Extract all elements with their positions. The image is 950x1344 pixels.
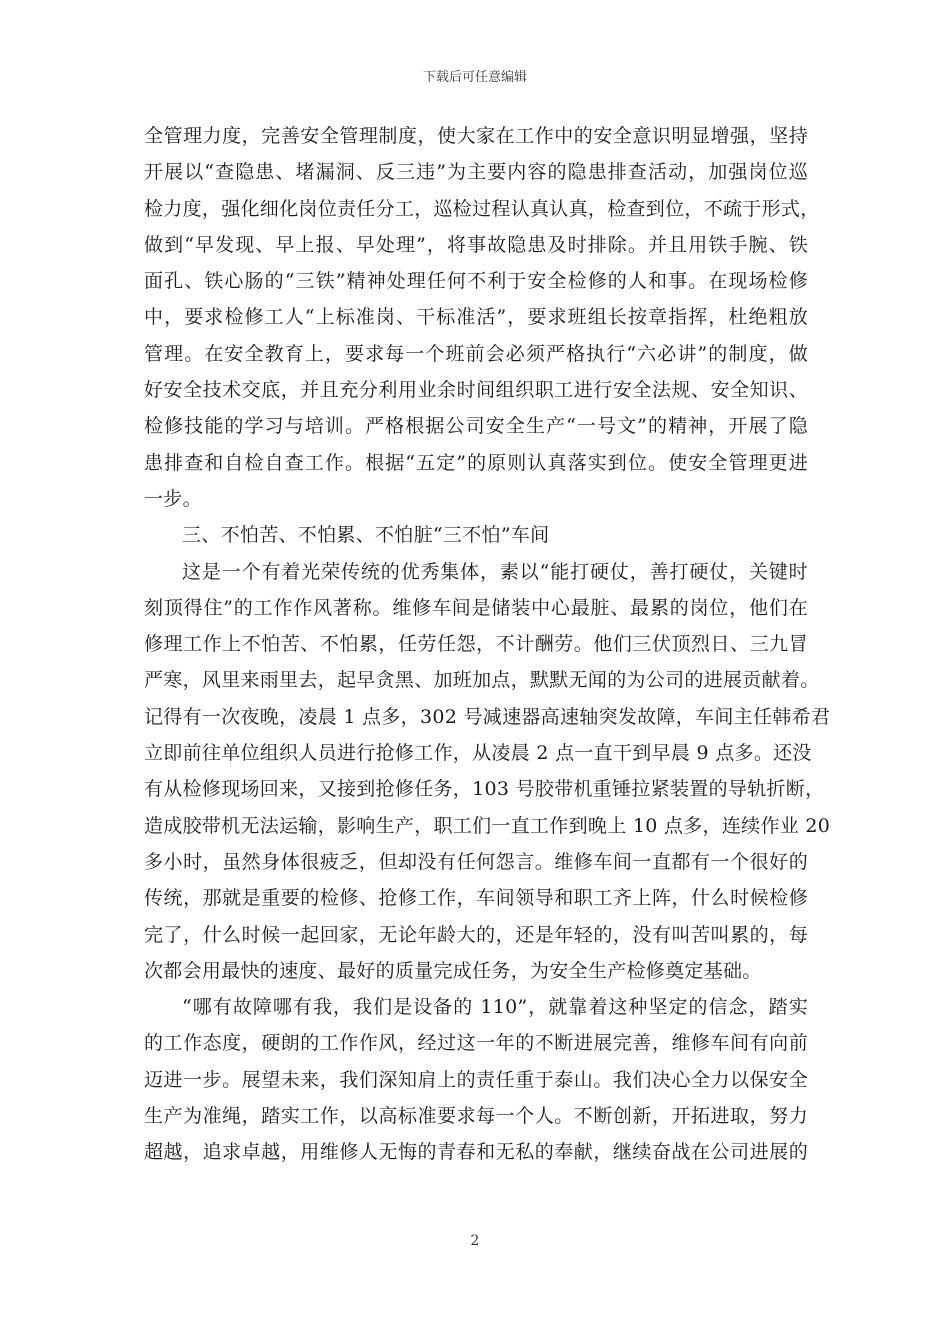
text-line: 完了，什么时候一起回家，无论年龄大的，还是年轻的，没有叫苦叫累的，每 <box>144 923 808 946</box>
text-line: 管理。在安全教育上，要求每一个班前会必须严格执行“六必讲”的制度，做 <box>144 342 808 365</box>
text-line: 做到“早发现、早上报、早处理”，将事故隐患及时排除。并且用铁手腕、铁 <box>144 233 808 256</box>
text-line: 超越，追求卓越，用维修人无悔的青春和无私的奉献，继续奋战在公司进展的 <box>144 1141 808 1164</box>
page-header: 下载后可任意编辑 <box>422 70 527 85</box>
text-line: 一步。 <box>144 487 202 510</box>
text-line: 多小时，虽然身体很疲乏，但却没有任何怨言。维修车间一直都有一个很好的 <box>144 850 808 873</box>
text-line: 刻顶得住”的工作作风著称。维修车间是储装中心最脏、最累的岗位，他们在 <box>144 596 808 619</box>
text-line: “哪有故障哪有我，我们是设备的 110”，就靠着这种坚定的信念，踏实 <box>182 996 808 1019</box>
text-line: 这是一个有着光荣传统的优秀集体，素以“能打硬仗，善打硬仗，关键时 <box>182 560 808 583</box>
text-line: 的工作态度，硬朗的工作作风，经过这一年的不断进展完善，维修车间有向前 <box>144 1032 808 1055</box>
text-line: 记得有一次夜晚，凌晨 1 点多，302 号减速器高速轴突发故障，车间主任韩希君 <box>144 705 831 728</box>
text-line: 面孔、铁心肠的“三铁”精神处理任何不利于安全检修的人和事。在现场检修 <box>144 270 808 293</box>
text-line: 有从检修现场回来，又接到抢修任务，103 号胶带机重锤拉紧装置的导轨折断， <box>144 778 825 801</box>
text-line: 三、不怕苦、不怕累、不怕脏“三不怕”车间 <box>182 524 550 547</box>
text-line: 检修技能的学习与培训。严格根据公司安全生产“一号文”的精神，开展了隐 <box>144 415 808 438</box>
text-line: 患排查和自检自查工作。根据“五定”的原则认真落实到位。使安全管理更进 <box>144 451 808 474</box>
text-line: 修理工作上不怕苦、不怕累，任劳任怨，不计酬劳。他们三伏顶烈日、三九冒 <box>144 633 808 656</box>
document-body <box>144 118 831 1171</box>
text-line: 全管理力度，完善安全管理制度，使大家在工作中的安全意识明显增强，坚持 <box>144 125 808 147</box>
text-line: 次都会用最快的速度、最好的质量完成任务，为安全生产检修奠定基础。 <box>144 959 762 982</box>
text-line: 检力度，强化细化岗位责任分工，巡检过程认真认真，检查到位，不疏于形式， <box>144 197 820 220</box>
text-line: 迈进一步。展望未来，我们深知肩上的责任重于泰山。我们决心全力以保安全 <box>144 1068 808 1091</box>
text-line: 严寒，风里来雨里去，起早贪黑、加班加点，默默无闻的为公司的进展贡献着。 <box>144 669 820 692</box>
page-number: 2 <box>470 1233 480 1249</box>
text-line: 生产为准绳，踏实工作，以高标准要求每一个人。不断创新，开拓进取，努力 <box>144 1105 808 1128</box>
text-line: 造成胶带机无法运输，影响生产，职工们一直工作到晚上 10 点多，连续作业 20 <box>144 814 831 837</box>
text-line: 立即前往单位组织人员进行抢修工作，从凌晨 2 点一直干到早晨 9 点多。还没 <box>144 742 812 765</box>
text-line: 传统，那就是重要的检修、抢修工作，车间领导和职工齐上阵，什么时候检修 <box>144 887 808 910</box>
text-line: 中，要求检修工人“上标准岗、干标准活”，要求班组长按章指挥，杜绝粗放 <box>144 306 808 329</box>
text-line: 好安全技术交底，并且充分利用业余时间组织职工进行安全法规、安全知识、 <box>144 379 808 402</box>
text-line: 开展以“查隐患、堵漏洞、反三违”为主要内容的隐患排查活动，加强岗位巡 <box>144 161 808 184</box>
